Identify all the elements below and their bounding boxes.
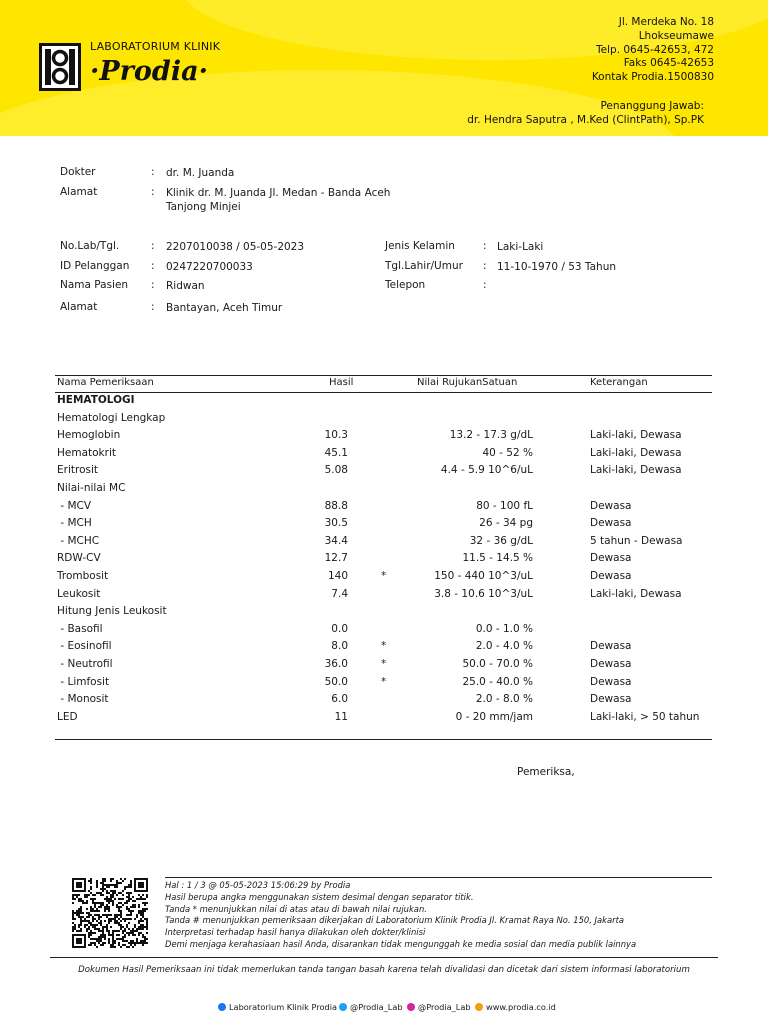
footer-notes [165, 880, 636, 951]
test-name: - MCV [57, 499, 92, 512]
reference-range: 0 - 20 mm/jam [455, 710, 533, 723]
test-name: - Eosinofil [57, 640, 112, 653]
patient-info [0, 0, 768, 330]
social-facebook[interactable] [218, 1002, 337, 1012]
colon: : [151, 301, 155, 313]
responsible-name: dr. Hendra Saputra , M.Ked (ClintPath), Sp.PK [467, 114, 704, 126]
colon: : [483, 240, 487, 252]
instagram-icon [407, 1003, 415, 1011]
reference-range: 11.5 - 14.5 % [462, 552, 533, 565]
test-name: - Limfosit [57, 675, 110, 688]
table-row [0, 623, 768, 640]
examiner-label: Pemeriksa, [517, 766, 575, 778]
test-result: 36.0 [324, 658, 348, 670]
test-name: Leukosit [57, 587, 101, 600]
brand-name: ·Prodia· [90, 56, 208, 87]
colon: : [151, 279, 155, 291]
social-label: @Prodia_Lab [418, 1002, 471, 1012]
col-header-note: Keterangan [590, 377, 648, 388]
table-row [0, 658, 768, 675]
test-result: 50.0 [324, 675, 348, 688]
remark: Dewasa [590, 658, 632, 670]
note-line: Interpretasi terhadap hasil hanya dilakukan oleh dokter/klinisi [165, 927, 426, 938]
test-name: - MCH [57, 517, 92, 530]
reference-range: 32 - 36 g/dL [469, 534, 533, 547]
abnormal-flag: * [381, 570, 387, 582]
test-result: 7.4 [331, 587, 348, 600]
test-name: Hematokrit [57, 446, 116, 459]
table-row [0, 552, 768, 569]
col-header-name: Nama Pemeriksaan [57, 377, 154, 388]
colon: : [151, 166, 155, 178]
test-name: Hitung Jenis Leukosit [57, 605, 167, 618]
address-line: Jl. Merdeka No. 18 [618, 16, 714, 28]
patient-name-label: Nama Pasien [60, 279, 129, 291]
gender-label: Jenis Kelamin [385, 240, 455, 252]
remark: Dewasa [590, 640, 632, 653]
test-result: 0.0 [331, 622, 348, 635]
reference-range: 40 - 52 % [482, 446, 533, 459]
test-name: - MCHC [57, 534, 100, 547]
note-line: Demi menjaga kerahasiaan hasil Anda, disarankan tidak mengunggah ke media sosial dan media publik lainnya [165, 938, 637, 949]
test-result: 30.5 [324, 517, 348, 530]
table-row [0, 394, 768, 411]
remark: Dewasa [590, 693, 632, 706]
test-name: - Monosit [57, 693, 109, 706]
social-website[interactable] [475, 1002, 556, 1012]
address-line: Kontak Prodia.1500830 [591, 71, 714, 84]
test-result: 34.4 [324, 534, 348, 547]
doctor-address-line1: Klinik dr. M. Juanda Jl. Medan - Banda Aceh [166, 187, 391, 199]
colon: : [483, 260, 487, 272]
test-result: 45.1 [324, 446, 348, 459]
doctor-value: dr. M. Juanda [166, 167, 235, 179]
address-line: Lhokseumawe [638, 29, 714, 42]
test-result: 8.0 [331, 640, 348, 653]
test-name: Nilai-nilai MC [57, 482, 126, 494]
social-label: @Prodia_Lab [350, 1002, 403, 1012]
patient-address-value: Bantayan, Aceh Timur [166, 302, 283, 314]
col-header-range: Nilai RujukanSatuan [417, 377, 518, 388]
test-name: Hemoglobin [57, 429, 121, 442]
table-row [0, 500, 768, 517]
test-name: RDW-CV [57, 552, 101, 565]
table-row [0, 570, 768, 587]
table-row [0, 429, 768, 446]
remark: Laki-laki, Dewasa [590, 446, 682, 459]
reference-range: 2.0 - 4.0 % [475, 640, 533, 653]
gender-value: Laki-Laki [497, 241, 544, 253]
test-result: 88.8 [324, 499, 348, 512]
abnormal-flag: * [381, 658, 387, 670]
social-label: Laboratorium Klinik Prodia [229, 1002, 338, 1012]
remark: Dewasa [590, 517, 632, 530]
dob-value: 11-10-1970 / 53 Tahun [497, 261, 617, 273]
test-name: Trombosit [57, 570, 109, 582]
remark: Dewasa [590, 570, 632, 582]
table-bottom-rule [55, 739, 712, 740]
remark: Laki-laki, Dewasa [590, 587, 682, 600]
table-top-rule [55, 375, 712, 376]
test-result: 10.3 [324, 429, 348, 442]
reference-range: 25.0 - 40.0 % [462, 675, 533, 688]
reference-range: 0.0 - 1.0 % [475, 622, 533, 635]
table-row [0, 535, 768, 552]
test-name: Eritrosit [57, 464, 99, 477]
remark: 5 tahun - Dewasa [590, 534, 683, 547]
reference-range: 2.0 - 8.0 % [475, 693, 533, 706]
doctor-address-label: Alamat [60, 186, 98, 198]
remark: Laki-laki, Dewasa [590, 429, 682, 442]
test-name: Hematologi Lengkap [57, 411, 166, 424]
test-name: - Neutrofil [57, 658, 113, 670]
note-line: Hal : 1 / 3 @ 05-05-2023 15:06:29 by Prodia [165, 880, 351, 890]
reference-range: 50.0 - 70.0 % [462, 658, 533, 670]
dob-label: Tgl.Lahir/Umur [385, 260, 463, 272]
address-line: Faks 0645-42653 [623, 57, 714, 70]
remark: Dewasa [590, 675, 632, 688]
address-line: Telp. 0645-42653, 472 [596, 43, 714, 56]
social-label: www.prodia.co.id [486, 1002, 556, 1012]
phone-label: Telepon [385, 279, 426, 291]
table-row [0, 605, 768, 622]
test-result: 140 [327, 570, 348, 582]
patient-address-label: Alamat [60, 301, 98, 313]
table-row [0, 447, 768, 464]
remark: Laki-laki, > 50 tahun [590, 710, 700, 723]
patient-name-value: Ridwan [166, 280, 205, 292]
table-row [0, 588, 768, 605]
table-row [0, 482, 768, 499]
test-name: - Basofil [57, 622, 103, 635]
col-header-result: Hasil [329, 377, 354, 388]
colon: : [151, 240, 155, 252]
reference-range: 4.4 - 5.9 10^6/uL [440, 464, 533, 477]
facebook-icon [218, 1003, 226, 1011]
table-header-rule [55, 392, 712, 393]
reference-range: 3.8 - 10.6 10^3/uL [434, 587, 533, 600]
table-row [0, 464, 768, 481]
test-result: 12.7 [324, 552, 348, 565]
note-line: Hasil berupa angka menggunakan sistem desimal dengan separator titik. [165, 891, 474, 902]
disclaimer-rule [50, 957, 718, 958]
table-row [0, 517, 768, 534]
test-name: LED [57, 710, 78, 723]
remark: Dewasa [590, 552, 632, 565]
note-line: Tanda # menunjukkan pemeriksaan dikerjakan di Laboratorium Klinik Prodia Jl. Kramat Raya No. 150, Jakarta [165, 915, 624, 926]
web-icon [475, 1003, 483, 1011]
table-row [0, 711, 768, 728]
disclaimer: Dokumen Hasil Pemeriksaan ini tidak memerlukan tanda tangan basah karena telah divalidasi dan dicetak dari sistem informasi laboratorium [78, 965, 690, 975]
table-row [0, 676, 768, 693]
twitter-icon [339, 1003, 347, 1011]
test-result: 11 [334, 710, 348, 723]
test-result: 5.08 [324, 464, 348, 477]
table-row [0, 412, 768, 429]
reference-range: 13.2 - 17.3 g/dL [449, 429, 533, 442]
qr-code-icon [72, 878, 148, 948]
table-row [0, 693, 768, 710]
nolab-label: No.Lab/Tgl. [60, 240, 120, 252]
test-result: 6.0 [331, 693, 348, 706]
reference-range: 80 - 100 fL [476, 499, 533, 512]
abnormal-flag: * [381, 675, 387, 688]
lab-name: LABORATORIUM KLINIK [90, 40, 221, 53]
social-twitter[interactable] [339, 1002, 403, 1012]
footer-rule [165, 877, 712, 878]
test-name: HEMATOLOGI [57, 394, 135, 406]
remark: Laki-laki, Dewasa [590, 464, 682, 477]
doctor-address-line2: Tanjong Minjei [166, 201, 241, 213]
colon: : [483, 279, 487, 291]
reference-range: 26 - 34 pg [479, 517, 533, 530]
doctor-label: Dokter [60, 166, 96, 178]
note-line: Tanda * menunjukkan nilai di atas atau di bawah nilai rujukan. [165, 903, 427, 914]
customer-id-label: ID Pelanggan [60, 260, 130, 272]
table-row [0, 640, 768, 657]
abnormal-flag: * [381, 640, 387, 653]
customer-id-value: 0247220700033 [166, 261, 253, 273]
nolab-value: 2207010038 / 05-05-2023 [166, 241, 305, 253]
remark: Dewasa [590, 499, 632, 512]
reference-range: 150 - 440 10^3/uL [434, 570, 533, 582]
colon: : [151, 260, 155, 272]
social-instagram[interactable] [407, 1002, 471, 1012]
responsible-label: Penanggung Jawab: [600, 100, 704, 112]
colon: : [151, 186, 155, 198]
